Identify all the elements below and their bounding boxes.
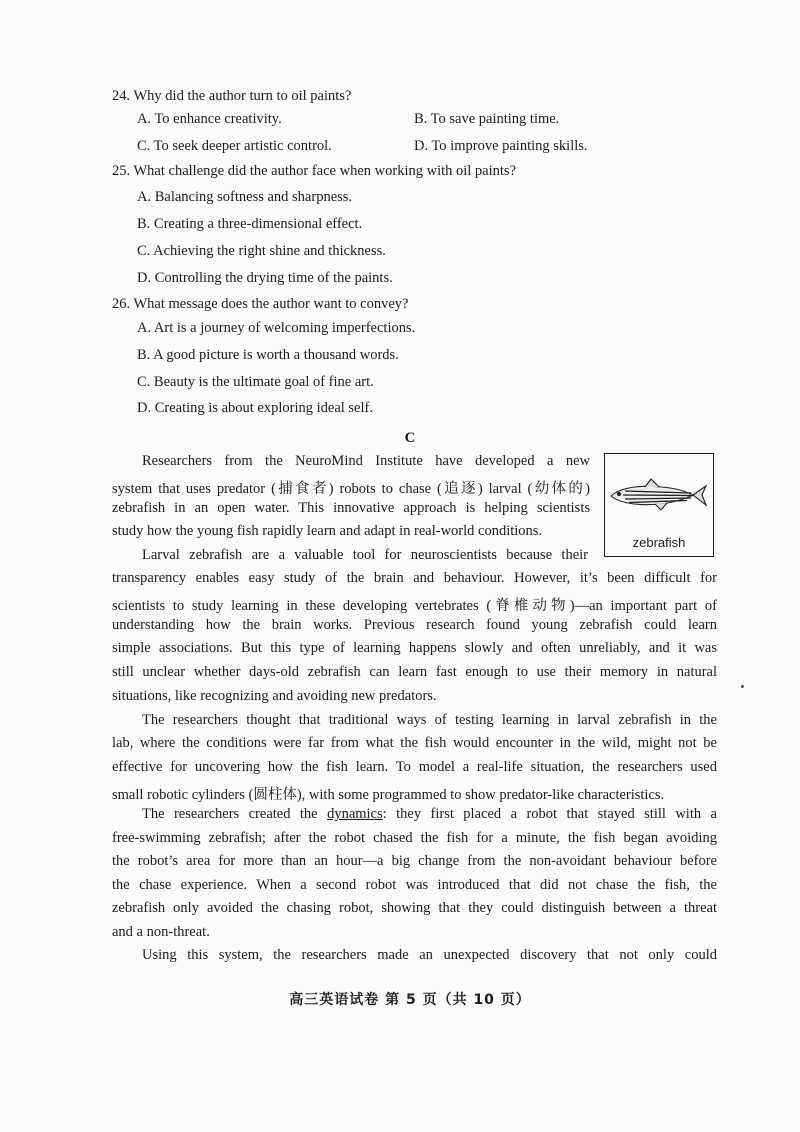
section-heading: C	[404, 430, 416, 446]
paragraph-4-line-3: the robot’s area for more than an hour—a big change from the non-avoidant behaviour before	[112, 853, 717, 869]
underlined-word-dynamics: dynamics	[327, 806, 383, 822]
scan-speck	[741, 685, 744, 688]
paragraph-2-line-4: understanding how the brain works. Previous research found young zebrafish could learn	[112, 617, 717, 633]
question-24-option-b: B. To save painting time.	[414, 111, 560, 127]
question-25-option-d: D. Controlling the drying time of the paints.	[137, 270, 393, 286]
paragraph-4-line-2: free-swimming zebrafish; after the robot chased the fish for a minute, the fish began avoiding	[112, 830, 717, 846]
question-24-stem: 24. Why did the author turn to oil paints?	[112, 88, 352, 104]
paragraph-3-line-3: effective for uncovering how the fish learn. To model a real-life situation, the researchers used	[112, 759, 717, 775]
question-25-option-c: C. Achieving the right shine and thickness.	[137, 243, 386, 259]
question-26-option-b: B. A good picture is worth a thousand words.	[137, 347, 399, 363]
zebrafish-icon	[605, 454, 712, 532]
question-24-option-a: A. To enhance creativity.	[137, 111, 282, 127]
paragraph-4-line-5: zebrafish only avoided the chasing robot, showing that they could distinguish between a threat	[112, 900, 717, 916]
paragraph-1-line-4: study how the young fish rapidly learn and adapt in real-world conditions.	[112, 523, 543, 539]
paragraph-4-line-4: the chase experience. When a second robot was introduced that did not chase the fish, the	[112, 877, 717, 893]
paragraph-2-line-3: scientists to study learning in these developing vertebrates (脊椎动物)—an important part of	[112, 598, 717, 614]
page-footer: 高三英语试卷 第 5 页（共 10 页）	[289, 992, 531, 1008]
paragraph-4-line-6: and a non-threat.	[112, 924, 210, 940]
zebrafish-figure	[604, 453, 714, 557]
paragraph-2-line-1: Larval zebrafish are a valuable tool for neuroscientists because their	[142, 547, 588, 563]
paragraph-1-line-1: Researchers from the NeuroMind Institute have developed a new	[142, 453, 590, 469]
question-26-stem: 26. What message does the author want to convey?	[112, 296, 409, 312]
paragraph-1-line-3: zebrafish in an open water. This innovative approach is helping scientists	[112, 500, 590, 516]
paragraph-2-line-6: still unclear whether days-old zebrafish can learn fast enough to use their memory in natural	[112, 664, 717, 680]
question-25-option-b: B. Creating a three-dimensional effect.	[137, 216, 363, 232]
paragraph-2-line-2: transparency enables easy study of the brain and behaviour. However, it’s been difficult for	[112, 570, 717, 586]
paragraph-2-line-5: simple associations. But this type of learning happens slowly and often unreliably, and it was	[112, 640, 717, 656]
paragraph-2-line-7: situations, like recognizing and avoiding new predators.	[112, 688, 437, 704]
paragraph-4-prefix: The researchers created the	[142, 806, 328, 822]
paragraph-5-line-1: Using this system, the researchers made an unexpected discovery that not only could	[142, 947, 717, 963]
question-26-option-a: A. Art is a journey of welcoming imperfections.	[137, 320, 416, 336]
paragraph-3-line-4: small robotic cylinders (圆柱体), with some programmed to show predator-like characteristics.	[112, 787, 665, 803]
paragraph-3-line-1: The researchers thought that traditional ways of testing learning in larval zebrafish in the	[142, 712, 717, 728]
paragraph-4-suffix: : they first placed a robot that stayed still with a	[382, 806, 717, 822]
paragraph-4-line-1	[142, 806, 717, 823]
question-24-option-d: D. To improve painting skills.	[414, 138, 588, 154]
question-24-option-c: C. To seek deeper artistic control.	[137, 138, 332, 154]
paragraph-3-line-2: lab, where the conditions were far from what the fish would encounter in the wild, might not be	[112, 735, 717, 751]
question-26-option-c: C. Beauty is the ultimate goal of fine art.	[137, 374, 374, 390]
question-25-stem: 25. What challenge did the author face when working with oil paints?	[112, 163, 517, 179]
question-25-option-a: A. Balancing softness and sharpness.	[137, 189, 353, 205]
figure-caption: zebrafish	[632, 535, 686, 550]
question-26-option-d: D. Creating is about exploring ideal self.	[137, 400, 373, 416]
paragraph-1-line-2: system that uses predator (捕食者) robots to chase (追逐) larval (幼体的)	[112, 481, 590, 497]
